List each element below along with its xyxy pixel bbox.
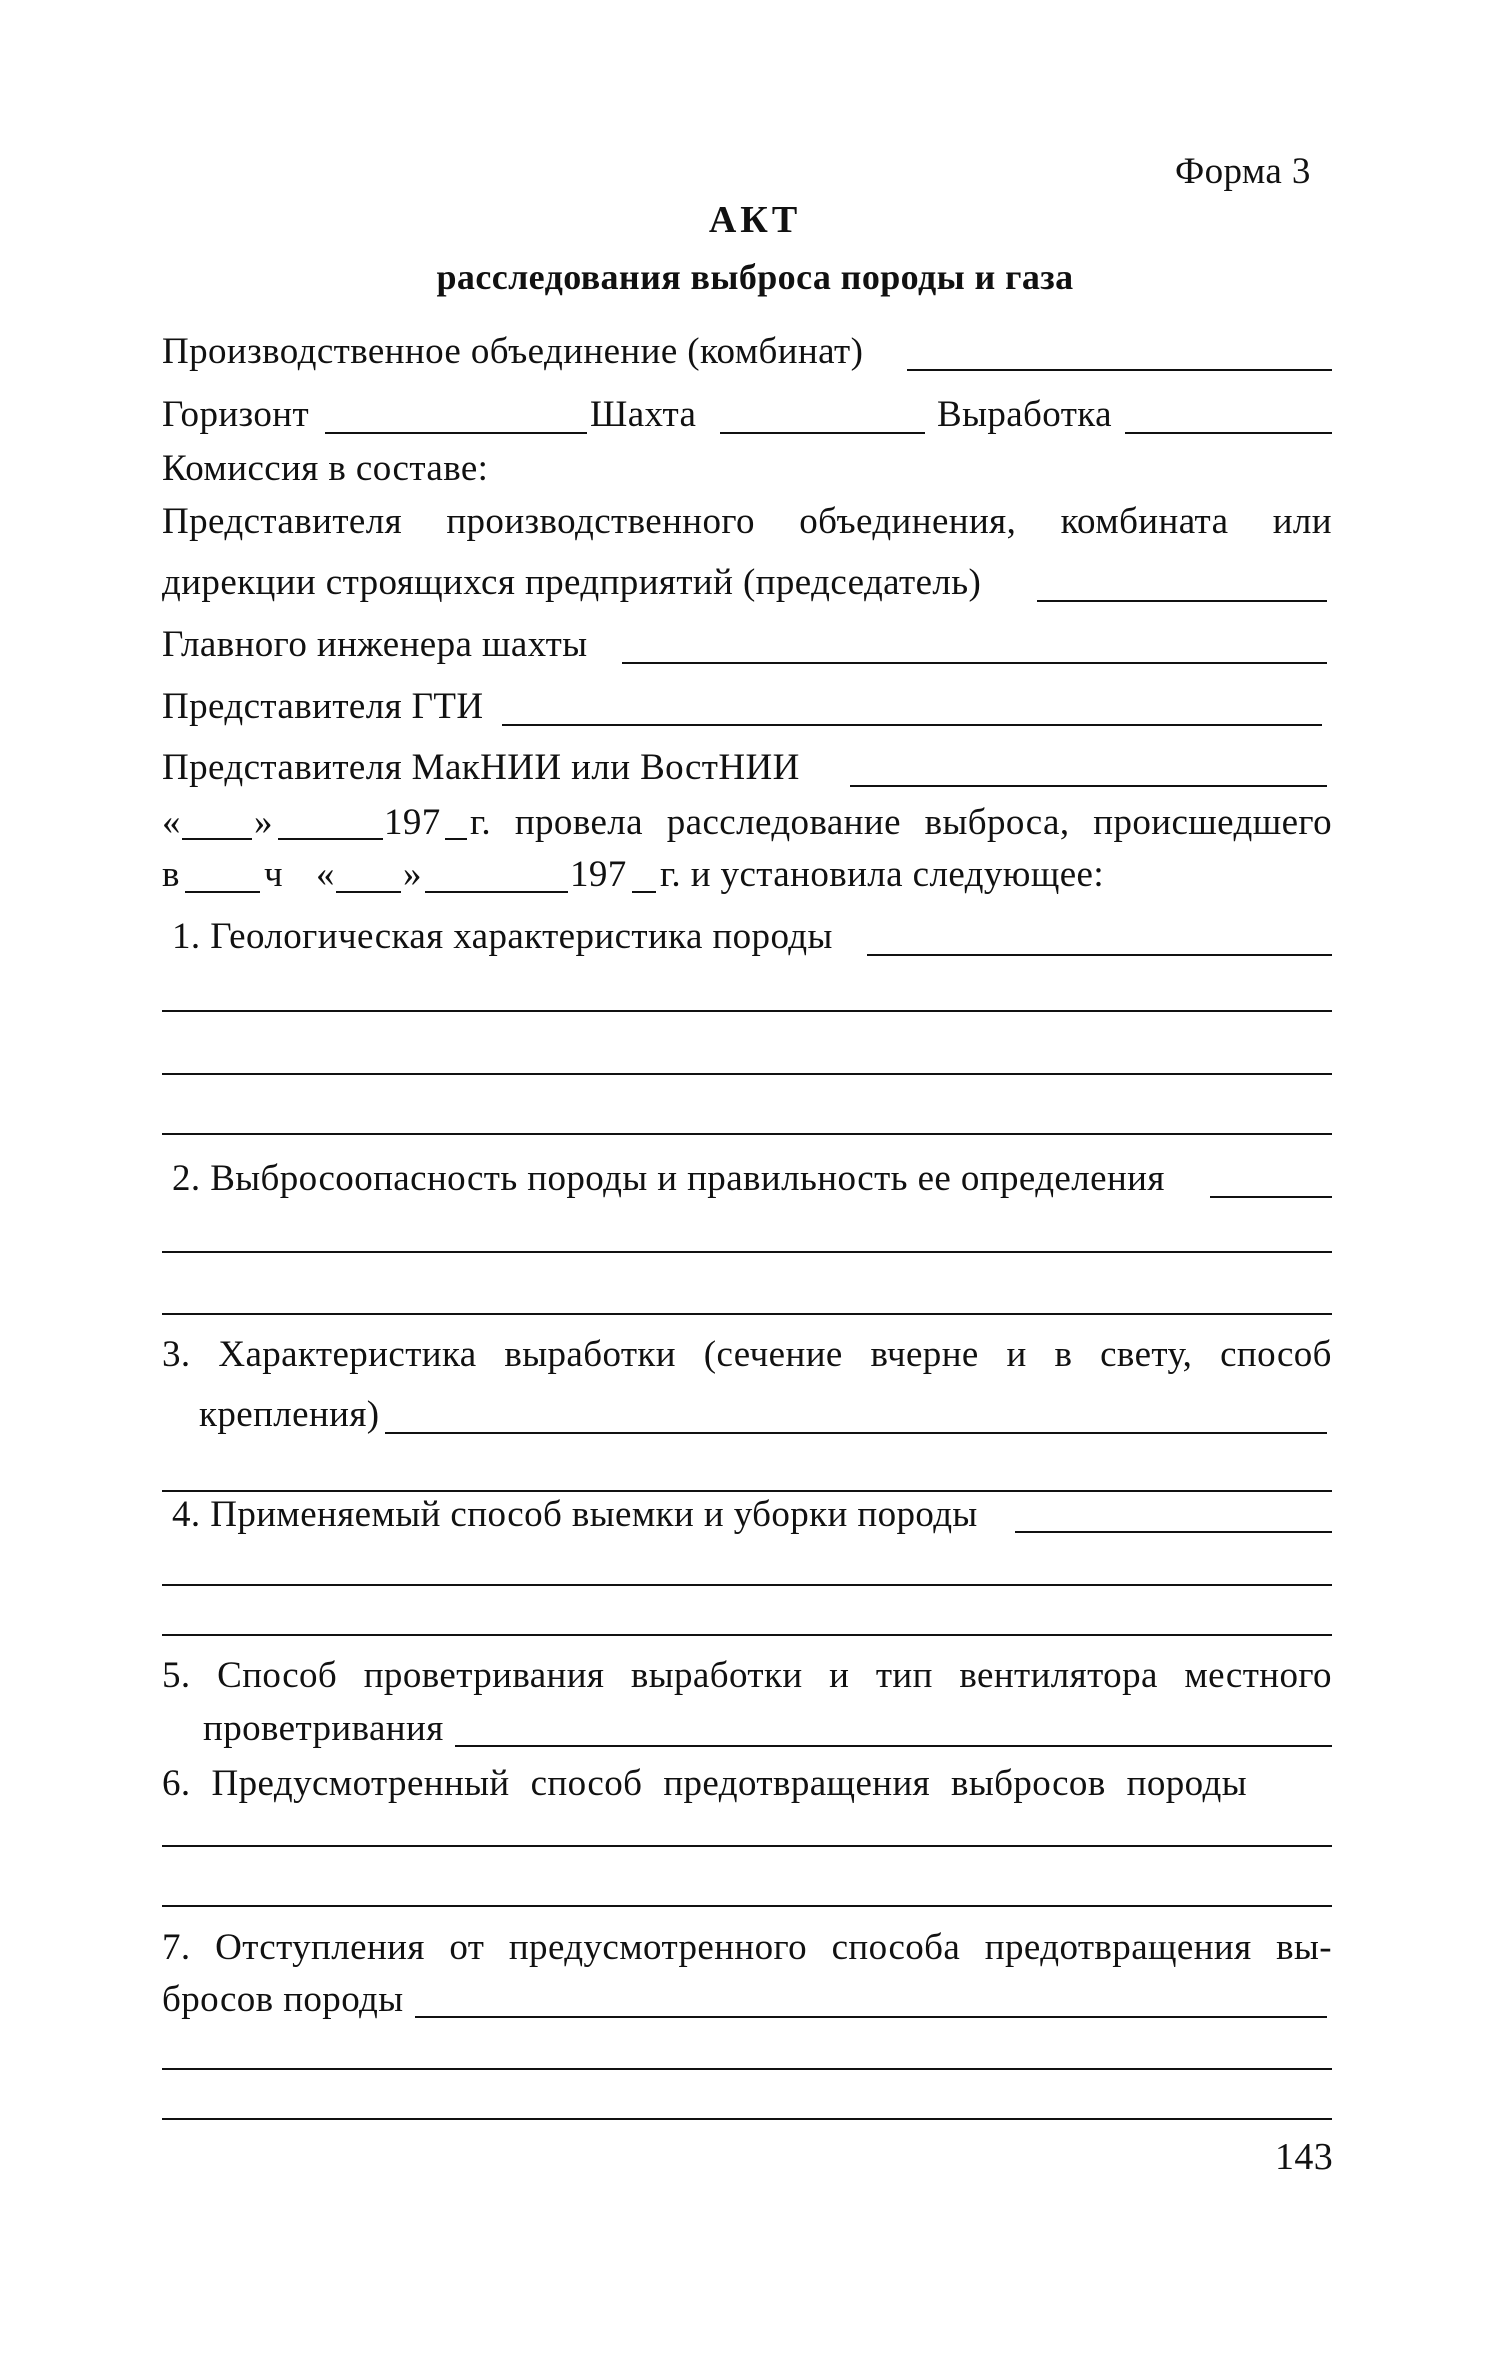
word: и	[829, 1655, 850, 1696]
word: породы	[1126, 1763, 1247, 1804]
chief-engineer-blank	[622, 662, 1327, 664]
association-blank	[907, 369, 1332, 371]
rep-assoc-line2: дирекции строящихся предприятий (председатель)	[162, 562, 982, 603]
form-label: Форма 3	[1175, 151, 1311, 192]
time-quote-open: «	[316, 854, 335, 895]
item-6-line1	[162, 1762, 1247, 1806]
horizon-blank	[325, 432, 587, 434]
item-5-line2: проветривания	[203, 1708, 444, 1749]
time-ch: ч	[264, 854, 284, 895]
item-6-line	[162, 1845, 1332, 1847]
date-year: 197	[384, 802, 441, 843]
rep-gti-label: Представителя ГТИ	[162, 686, 484, 727]
item-4-label: 4. Применяемый способ выемки и уборки породы	[172, 1494, 978, 1535]
word: способа	[831, 1927, 961, 1968]
shaft-blank	[720, 432, 925, 434]
working-label: Выработка	[937, 394, 1112, 435]
word: (сечение	[703, 1334, 843, 1375]
word: местного	[1184, 1655, 1332, 1696]
word: выброса,	[924, 802, 1070, 843]
word: или	[1272, 501, 1332, 542]
time-line-rest: г. и установила следующее:	[660, 854, 1105, 895]
word: объединения,	[799, 501, 1017, 542]
word: происшедшего	[1093, 802, 1332, 843]
horizon-label: Горизонт	[162, 394, 310, 435]
word: 6.	[162, 1763, 191, 1804]
time-month-blank	[425, 891, 568, 893]
word: Представителя	[162, 501, 402, 542]
word: 5.	[162, 1655, 191, 1696]
association-label: Производственное объединение (комбинат)	[162, 331, 864, 372]
word: провела	[514, 802, 643, 843]
word: Характеристика	[218, 1334, 477, 1375]
shaft-label: Шахта	[590, 394, 697, 435]
item-4-line	[162, 1584, 1332, 1586]
date-quote-close: »	[254, 802, 273, 843]
word: Способ	[217, 1655, 338, 1696]
item-3-line2: крепления)	[199, 1394, 380, 1435]
item-1-line	[162, 1073, 1332, 1075]
month-blank	[278, 838, 383, 840]
document-title: АКТ	[708, 199, 802, 241]
word: 3.	[162, 1334, 191, 1375]
item-1-blank	[867, 954, 1332, 956]
word: предотвращения	[663, 1763, 931, 1804]
word: предотвращения	[984, 1927, 1252, 1968]
chief-engineer-label: Главного инженера шахты	[162, 624, 588, 665]
word: выбросов	[951, 1763, 1106, 1804]
item-5-line1	[162, 1654, 1332, 1698]
word: производственного	[446, 501, 755, 542]
word: Предусмотренный	[211, 1763, 510, 1804]
item-1-line	[162, 1133, 1332, 1135]
item-3-line	[162, 1490, 1332, 1492]
item-7-line2: бросов породы	[162, 1979, 404, 2020]
word: способ	[1220, 1334, 1332, 1375]
word: свету,	[1100, 1334, 1193, 1375]
rep-makniy-blank	[850, 785, 1327, 787]
rep-assoc-line1	[162, 500, 1332, 544]
item-7-blank	[415, 2016, 1327, 2018]
item-5-blank	[455, 1745, 1332, 1747]
rep-gti-blank	[502, 724, 1322, 726]
item-7-line1	[162, 1926, 1332, 1970]
item-1-line	[162, 1010, 1332, 1012]
document-subtitle: расследования выброса породы и газа	[436, 257, 1074, 297]
page-number: 143	[1275, 2136, 1334, 2178]
time-day-blank	[336, 891, 401, 893]
word: вы-	[1276, 1927, 1332, 1968]
word: от	[449, 1927, 485, 1968]
word: комбината	[1060, 501, 1229, 542]
item-4-line	[162, 1634, 1332, 1636]
day-blank	[182, 838, 252, 840]
word: проветривания	[363, 1655, 605, 1696]
time-year: 197	[570, 854, 627, 895]
word: способ	[530, 1763, 643, 1804]
item-4-blank	[1015, 1531, 1332, 1533]
date-line-rest	[470, 801, 1332, 845]
chairman-blank	[1037, 600, 1327, 602]
word: вентилятора	[959, 1655, 1158, 1696]
word: и	[1006, 1334, 1027, 1375]
item-6-line	[162, 1905, 1332, 1907]
time-year-blank	[632, 891, 656, 893]
word: Отступления	[215, 1927, 425, 1968]
date-quote-open: «	[162, 802, 181, 843]
item-1-label: 1. Геологическая характеристика породы	[172, 916, 833, 957]
word: тип	[875, 1655, 933, 1696]
working-blank	[1125, 432, 1332, 434]
item-3-line1	[162, 1333, 1332, 1377]
item-2-label: 2. Выбросоопасность породы и правильность ее определения	[172, 1158, 1165, 1199]
word: расследование	[666, 802, 901, 843]
item-3-blank	[385, 1432, 1327, 1434]
commission-label: Комиссия в составе:	[162, 448, 489, 489]
item-2-line	[162, 1313, 1332, 1315]
word: предусмотренного	[508, 1927, 808, 1968]
item-2-blank	[1210, 1196, 1332, 1198]
word: в	[1054, 1334, 1073, 1375]
word: выработки	[630, 1655, 803, 1696]
word: г.	[470, 802, 492, 843]
item-2-line	[162, 1251, 1332, 1253]
word: выработки	[504, 1334, 677, 1375]
year-blank	[445, 838, 467, 840]
time-v: в	[162, 854, 180, 895]
item-7-line	[162, 2118, 1332, 2120]
rep-makniy-label: Представителя МакНИИ или ВостНИИ	[162, 747, 800, 788]
word: вчерне	[870, 1334, 979, 1375]
word: 7.	[162, 1927, 191, 1968]
item-7-line	[162, 2068, 1332, 2070]
time-quote-close: »	[403, 854, 422, 895]
hour-blank	[185, 891, 260, 893]
